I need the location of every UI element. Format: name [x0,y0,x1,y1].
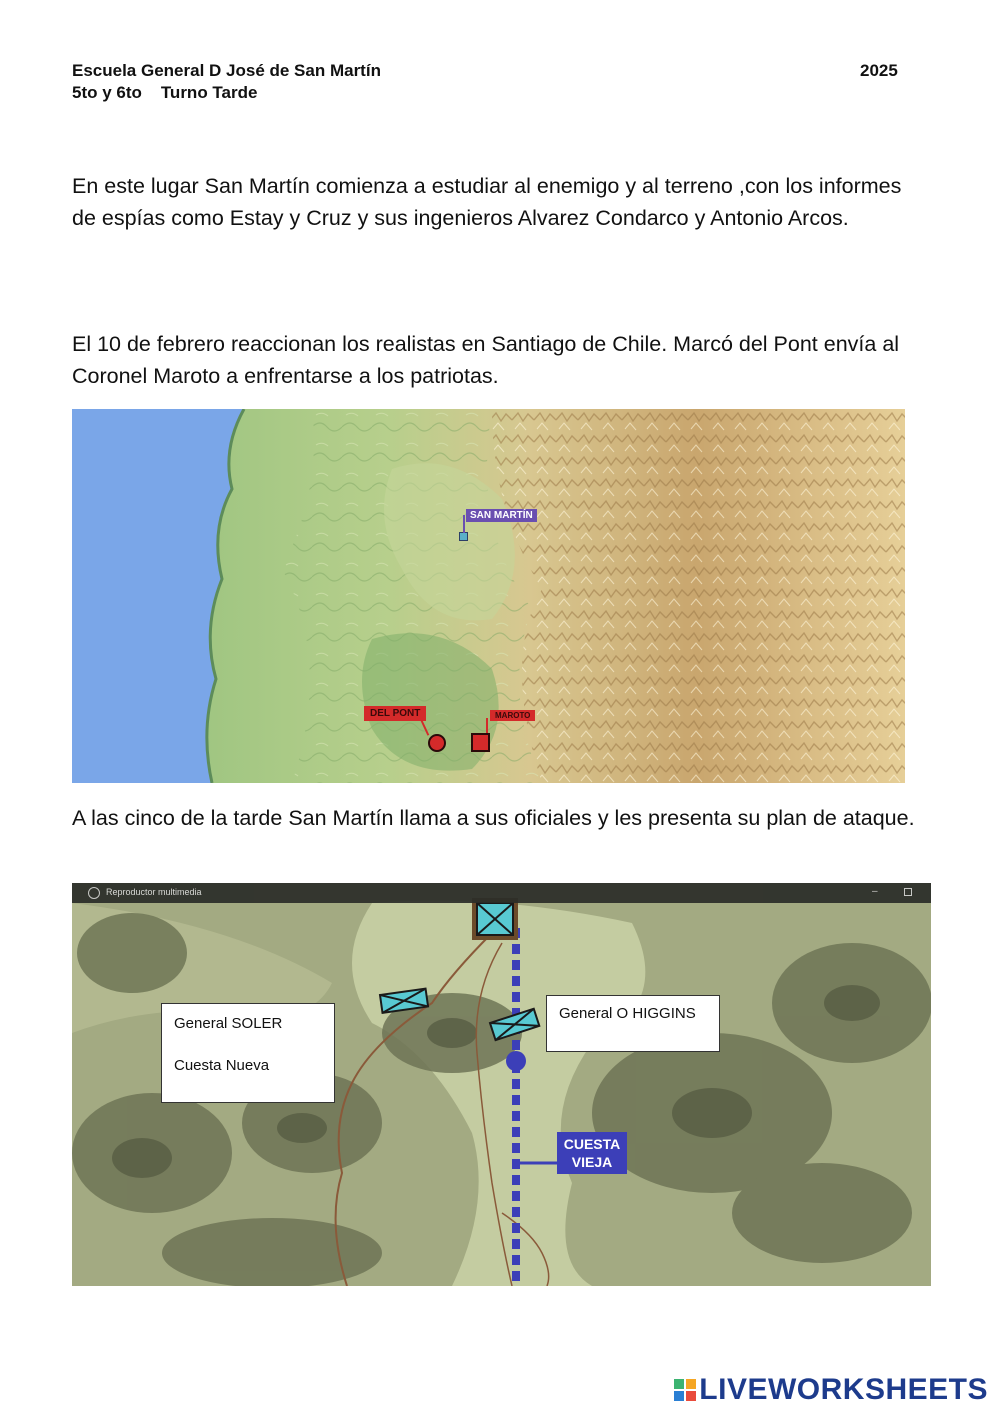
grade: 5to y 6to [72,83,142,102]
del-pont-label: DEL PONT [364,706,426,721]
player-app-icon [88,887,100,899]
cuesta-vieja-label [557,1132,627,1174]
cuesta-vieja-line1: CUESTA [563,1136,621,1152]
restore-icon[interactable] [904,888,912,896]
paragraph-intelligence: En este lugar San Martín comienza a estudiar al enemigo y al terreno ,con los informes de espías como Estay y Cruz y sus ingenieros Alvarez Condarco y Antonio Arcos. [72,174,902,230]
logo-text: LIVEWORKSHEETS [699,1373,988,1407]
map-santiago-region [72,409,905,783]
player-window-title: Reproductor multimedia [106,887,202,897]
soler-text-box [161,1003,335,1103]
ohiggins-box-text: General O HIGGINS [559,1005,696,1022]
player-title-bar [72,883,931,903]
paragraph-royalist-reaction: El 10 de febrero reaccionan los realistas en Santiago de Chile. Marcó del Pont envía al Coronel Maroto a enfrentarse a los patriotas. [72,332,900,388]
ohiggins-text-box [546,995,720,1052]
paragraph-attack-plan: A las cinco de la tarde San Martín llama a sus oficiales y les presenta su plan de ataque. [72,806,915,830]
logo-mark-icon [674,1379,696,1401]
soler-box-line1: General SOLER [174,1015,283,1032]
ohiggins-route-start [506,1051,526,1071]
maroto-label: MAROTO [490,710,535,721]
school-name: Escuela General D José de San Martín [72,61,381,80]
cuesta-vieja-line2: VIEJA [571,1154,613,1170]
del-pont-marker [428,734,446,752]
grade-shift [72,83,257,103]
maroto-marker [471,733,490,752]
map-attack-plan [72,883,931,1286]
soler-box-line2: Cuesta Nueva [174,1057,270,1074]
san-martin-marker [459,532,468,541]
minimize-icon[interactable]: – [872,886,878,897]
year: 2025 [860,61,898,80]
san-martin-leader-line [463,515,465,533]
liveworksheets-logo [674,1372,988,1407]
san-martin-label: SAN MARTÍN [466,509,537,522]
shift: Turno Tarde [160,83,258,102]
objective-unit [472,898,518,940]
